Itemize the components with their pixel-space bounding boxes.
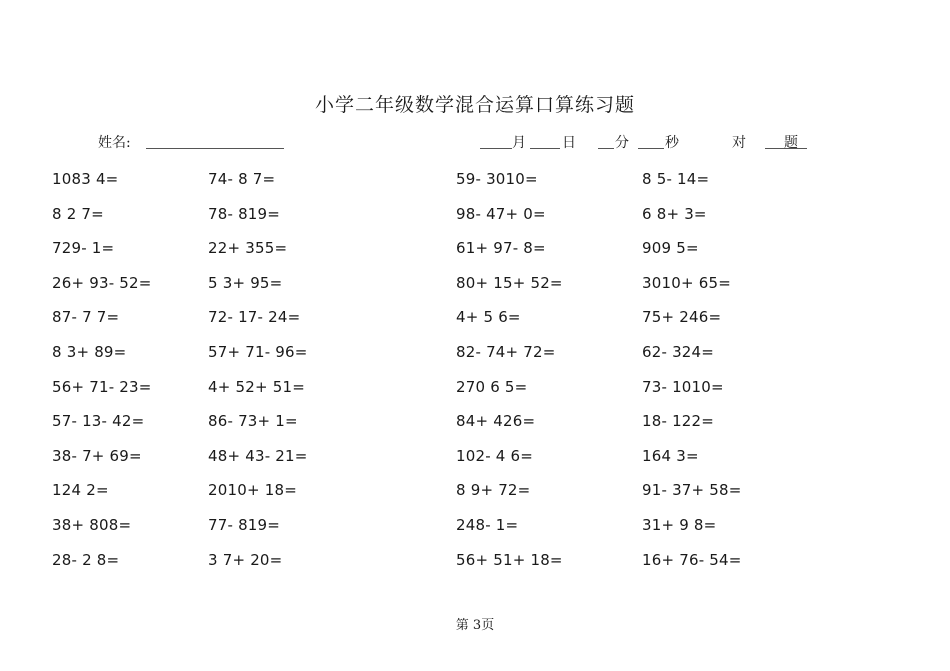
arithmetic-problem: 38+ 808= [52, 516, 132, 534]
arithmetic-problem: 26+ 93- 52= [52, 274, 152, 292]
arithmetic-problem: 270 6 5= [456, 378, 528, 396]
second-blank[interactable] [638, 132, 664, 149]
student-info-row [0, 132, 950, 152]
arithmetic-problem: 78- 819= [208, 205, 281, 223]
arithmetic-problem: 57- 13- 42= [52, 412, 145, 430]
arithmetic-problem: 4+ 52+ 51= [208, 378, 305, 396]
arithmetic-problem: 62- 324= [642, 343, 715, 361]
arithmetic-problem: 8 9+ 72= [456, 481, 531, 499]
month-label: 月 [512, 135, 526, 151]
arithmetic-problem: 28- 2 8= [52, 551, 120, 569]
page-number: 第 3页 [455, 618, 495, 633]
arithmetic-problem: 31+ 9 8= [642, 516, 717, 534]
arithmetic-problem: 8 5- 14= [642, 170, 710, 188]
minute-label: 分 [615, 135, 629, 151]
arithmetic-problem: 909 5= [642, 239, 699, 257]
questions-label: 题 [784, 135, 798, 151]
arithmetic-problem: 38- 7+ 69= [52, 447, 142, 465]
arithmetic-problem: 102- 4 6= [456, 447, 534, 465]
name-blank[interactable] [146, 132, 284, 149]
arithmetic-problem: 87- 7 7= [52, 308, 120, 326]
arithmetic-problem: 56+ 71- 23= [52, 378, 152, 396]
arithmetic-problem: 248- 1= [456, 516, 519, 534]
name-label: 姓名: [98, 135, 131, 151]
arithmetic-problem: 4+ 5 6= [456, 308, 521, 326]
arithmetic-problem: 16+ 76- 54= [642, 551, 742, 569]
arithmetic-problem: 56+ 51+ 18= [456, 551, 563, 569]
arithmetic-problem: 8 3+ 89= [52, 343, 127, 361]
arithmetic-problem: 3 7+ 20= [208, 551, 283, 569]
arithmetic-problem: 8 2 7= [52, 205, 104, 223]
arithmetic-problem: 80+ 15+ 52= [456, 274, 563, 292]
arithmetic-problem: 2010+ 18= [208, 481, 297, 499]
arithmetic-problem: 77- 819= [208, 516, 281, 534]
arithmetic-problem: 91- 37+ 58= [642, 481, 742, 499]
day-blank[interactable] [530, 132, 560, 149]
arithmetic-problem: 84+ 426= [456, 412, 536, 430]
month-blank[interactable] [480, 132, 512, 149]
arithmetic-problem: 72- 17- 24= [208, 308, 301, 326]
arithmetic-problem: 3010+ 65= [642, 274, 731, 292]
minute-blank[interactable] [598, 132, 614, 149]
arithmetic-problem: 82- 74+ 72= [456, 343, 556, 361]
arithmetic-problem: 75+ 246= [642, 308, 722, 326]
arithmetic-problem: 1083 4= [52, 170, 119, 188]
worksheet-title: 小学二年级数学混合运算口算练习题 [314, 94, 635, 116]
arithmetic-problem: 86- 73+ 1= [208, 412, 298, 430]
arithmetic-problem: 124 2= [52, 481, 109, 499]
arithmetic-problem: 6 8+ 3= [642, 205, 707, 223]
arithmetic-problem: 18- 122= [642, 412, 715, 430]
arithmetic-problem: 57+ 71- 96= [208, 343, 308, 361]
arithmetic-problem: 729- 1= [52, 239, 115, 257]
arithmetic-problem: 164 3= [642, 447, 699, 465]
arithmetic-problem: 73- 1010= [642, 378, 724, 396]
second-label: 秒 [665, 135, 679, 151]
arithmetic-problem: 74- 8 7= [208, 170, 276, 188]
correct-label: 对 [732, 135, 746, 151]
arithmetic-problem: 5 3+ 95= [208, 274, 283, 292]
arithmetic-problem: 98- 47+ 0= [456, 205, 546, 223]
arithmetic-problem: 48+ 43- 21= [208, 447, 308, 465]
arithmetic-problem: 59- 3010= [456, 170, 538, 188]
day-label: 日 [562, 135, 576, 151]
arithmetic-problem: 61+ 97- 8= [456, 239, 546, 257]
arithmetic-problem: 22+ 355= [208, 239, 288, 257]
